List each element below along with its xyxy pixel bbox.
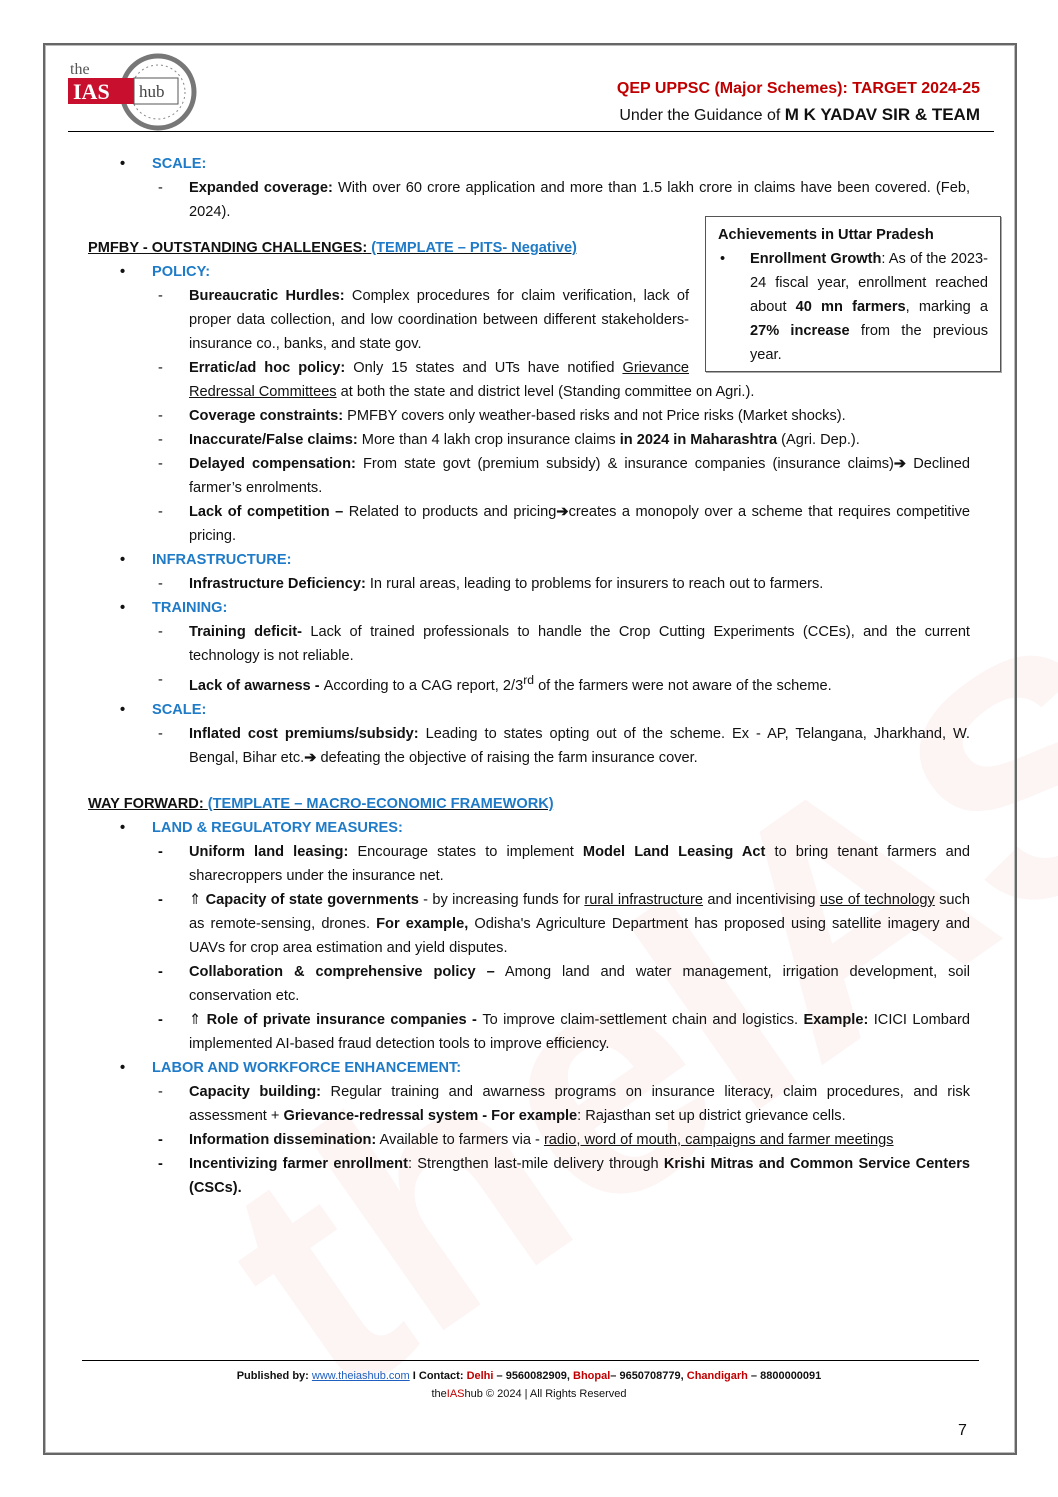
text-run: From state govt (premium subsidy) & insurance companies (insurance claims): [355, 456, 894, 472]
sub-point: [88, 284, 970, 356]
text-run: Only 15 states and UTs have notified: [345, 360, 623, 376]
sub-point: [88, 1080, 970, 1128]
text-run: For example,: [376, 915, 469, 932]
sub-point: [88, 404, 970, 428]
delhi-label: Delhi: [466, 1370, 494, 1382]
section-heading: [88, 792, 970, 816]
text-run: In rural areas, leading to problems for insurers to reach out to farmers.: [365, 576, 824, 592]
contact-label: I Contact:: [409, 1370, 467, 1382]
text-run: LAND & REGULATORY MEASURES:: [152, 819, 403, 836]
text-run: defeating the objective of raising the farm insurance cover.: [316, 749, 698, 766]
category-bullet: [88, 816, 970, 840]
dash-marker: -: [158, 408, 163, 424]
text-run: Erratic/ad hoc policy:: [189, 360, 346, 376]
text-run: Training deficit-: [189, 624, 302, 640]
text-run: (Agri. Dep.).: [777, 432, 860, 448]
text-run: SCALE:: [152, 156, 207, 172]
text-run: ➔: [304, 749, 317, 766]
dash-marker: -: [158, 1155, 163, 1172]
text-run: Among land and water management, irrigation development, soil conservation etc.: [189, 963, 970, 1004]
text-run: to bring tenant farmers and sharecroppers under the insurance net.: [189, 843, 970, 884]
text-run: Related to products and pricing: [348, 504, 557, 520]
sub-point: [88, 572, 970, 596]
copy-b: IAS: [446, 1388, 465, 1400]
category-bullet: [88, 1056, 970, 1080]
sub-point: [88, 452, 970, 500]
text-run: Odisha's Agriculture Department has proposed using satellite imagery and UAVs for crop area estimation and yield disputes.: [189, 915, 970, 956]
text-run: LABOR AND WORKFORCE ENHANCEMENT:: [152, 1059, 462, 1076]
text-run: ⇑: [189, 1011, 207, 1028]
text-run: Expanded coverage:: [189, 180, 333, 196]
dash-marker: -: [158, 456, 163, 472]
text-run: Lack of trained professionals to handle the Crop Cutting Experiments (CCEs), and the current technology is not reliable.: [189, 624, 970, 664]
text-run: More than 4 lakh crop insurance claims: [357, 432, 620, 448]
dash-marker: -: [158, 504, 163, 520]
iashub-logo: [68, 52, 198, 132]
guidance-line: [619, 105, 980, 125]
guidance-prefix: Under the Guidance of: [619, 107, 785, 124]
text-run: - by increasing funds for: [418, 891, 585, 908]
document-title: QEP UPPSC (Major Schemes): TARGET 2024-25: [616, 80, 980, 97]
text-run: Grievance-redressal system - For example: [283, 1107, 578, 1124]
template-link: (TEMPLATE – PITS- Negative): [371, 240, 577, 256]
sub-point: [88, 356, 970, 404]
text-run: : As of the 2023-24 fiscal year, enrollment reached about: [750, 251, 988, 315]
text-run: To improve claim-settlement chain and logistics.: [482, 1011, 804, 1028]
sub-point: [88, 428, 970, 452]
text-run: 40 mn farmers: [795, 299, 906, 315]
sub-point: [88, 176, 970, 224]
page-number: 7: [958, 1422, 967, 1439]
text-run: rural infrastructure: [584, 891, 704, 908]
sub-point: [88, 1152, 970, 1200]
dash-marker: -: [158, 725, 163, 742]
sub-point: [88, 840, 970, 888]
text-run: Infrastructure Deficiency:: [189, 576, 366, 592]
sub-point: [88, 668, 970, 698]
sub-point: [88, 960, 970, 1008]
text-run: : Strengthen last-mile delivery through: [407, 1155, 664, 1172]
dash-marker: -: [158, 891, 163, 908]
sub-point: [88, 722, 970, 770]
text-run: Role of private insurance companies -: [206, 1011, 483, 1028]
svg-text:hub: hub: [139, 82, 165, 101]
text-run: PMFBY covers only weather-based risks and not Price risks (Market shocks).: [343, 408, 846, 424]
text-run: radio, word of mouth, campaigns and farmer meetings: [543, 1131, 894, 1148]
chandigarh-label: Chandigarh: [686, 1370, 748, 1382]
text-run: Capacity of state governments: [205, 891, 419, 908]
svg-text:IAS: IAS: [73, 79, 110, 104]
published-label: Published by:: [236, 1370, 312, 1382]
header-divider: [68, 131, 994, 132]
text-run: : Rajasthan set up district grievance cells.: [577, 1107, 846, 1124]
category-bullet: [88, 698, 970, 722]
text-run: Coverage constraints:: [189, 408, 344, 424]
category-bullet: [88, 548, 970, 572]
text-run: in 2024 in Maharashtra: [619, 432, 778, 448]
text-run: of the farmers were not aware of the scheme.: [534, 677, 832, 694]
guidance-name: M K YADAV SIR & TEAM: [784, 105, 980, 124]
dash-marker: -: [158, 672, 163, 688]
text-run: Collaboration & comprehensive policy –: [189, 963, 495, 980]
text-run: WAY FORWARD:: [88, 795, 208, 812]
dash-marker: -: [158, 963, 163, 980]
text-run: Inflated cost premiums/subsidy:: [189, 725, 419, 742]
text-run: use of technology: [819, 891, 935, 908]
text-run: Example:: [803, 1011, 869, 1028]
text-run: Enrollment Growth: [750, 251, 882, 267]
dash-marker: -: [158, 360, 163, 376]
text-run: Uniform land leasing:: [189, 843, 349, 860]
text-run: ⇑: [189, 891, 206, 908]
text-run: Bureaucratic Hurdles:: [189, 288, 345, 304]
text-run: With over 60 crore application and more than 1.5 lakh crore in claims have been covered. (Feb, 2024).: [189, 180, 970, 220]
text-run: SCALE:: [152, 701, 207, 718]
text-run: Incentivizing farmer enrollment: [189, 1155, 408, 1172]
dash-marker: -: [158, 624, 163, 640]
category-bullet: [88, 596, 970, 620]
text-run: Encourage states to implement: [348, 843, 583, 860]
text-run: Inaccurate/False claims:: [189, 432, 358, 448]
sub-point: [88, 620, 970, 668]
text-run: Leading to states opting out of the scheme. Ex - AP, Telangana, Jharkhand, W. Bengal, Bihar etc.: [189, 725, 970, 766]
copy-a: the: [431, 1388, 447, 1400]
sub-point: [88, 1128, 970, 1152]
bhopal-label: Bhopal: [573, 1370, 611, 1382]
text-run: Information dissemination:: [189, 1131, 377, 1148]
text-run: Grievance Redressal Committees: [189, 360, 689, 400]
text-run: Lack of awarness -: [189, 677, 324, 694]
text-run: According to a CAG report, 2/3: [323, 677, 524, 694]
text-run: ➔: [893, 456, 907, 472]
text-run: POLICY:: [152, 264, 211, 280]
sub-point: [88, 500, 970, 548]
website-link[interactable]: www.theiashub.com: [311, 1370, 410, 1382]
category-bullet: [88, 260, 970, 284]
box-title: Achievements in Uttar Pradesh: [718, 227, 934, 243]
text-run: Complex procedures for claim verification, lack of proper data collection, and low coordination between different stakeholders-insurance co., banks, and state gov.: [189, 288, 689, 352]
text-run: PMFBY - OUTSTANDING CHALLENGES: [88, 240, 363, 256]
text-run: , marking a: [905, 299, 989, 315]
chandigarh-number: – 8800000091: [747, 1370, 822, 1382]
dash-marker: -: [158, 576, 163, 592]
delhi-number: – 9560082909,: [493, 1370, 573, 1382]
dash-marker: -: [158, 843, 163, 860]
text-run: ICICI Lombard implemented AI-based fraud detection tools to improve efficiency.: [189, 1011, 970, 1052]
svg-text:the: the: [70, 61, 90, 78]
text-run: Delayed compensation:: [189, 456, 356, 472]
bhopal-number: – 9650708779,: [610, 1370, 687, 1382]
dash-marker: -: [158, 1083, 163, 1100]
text-run: such as remote-sensing, drones.: [189, 891, 970, 932]
text-run: ➔: [556, 504, 569, 520]
dash-marker: -: [158, 432, 163, 448]
text-run: Available to farmers via -: [376, 1131, 544, 1148]
dash-marker: -: [158, 1011, 163, 1028]
copy-c: hub © 2024 | All Rights Reserved: [464, 1388, 627, 1400]
dash-marker: -: [158, 288, 163, 304]
text-run: :: [362, 240, 372, 256]
text-run: TRAINING:: [152, 600, 228, 616]
text-run: Regular training and awarness programs on insurance literacy, claim procedures, and risk assessment +: [189, 1083, 971, 1124]
text-run: INFRASTRUCTURE:: [152, 552, 292, 568]
sub-point: [88, 888, 970, 960]
sub-point: [88, 1008, 970, 1056]
dash-marker: -: [158, 180, 163, 196]
text-run: 27% increase: [750, 323, 850, 339]
document-body: [88, 152, 989, 1200]
dash-marker: -: [158, 1131, 163, 1148]
copyright: [0, 1388, 1058, 1400]
category-bullet: [88, 152, 970, 176]
text-run: Declined farmer’s enrolments.: [189, 456, 970, 496]
footer-divider: [82, 1360, 979, 1361]
text-run: Model Land Leasing Act: [582, 843, 766, 860]
template-link: (TEMPLATE – MACRO-ECONOMIC FRAMEWORK): [207, 795, 554, 812]
text-run: and incentivising: [703, 891, 820, 908]
text-run: Krishi Mitras and Common Service Centers (CSCs).: [189, 1155, 970, 1196]
text-run: at both the state and district level (Standing committee on Agri.).: [336, 384, 755, 400]
text-run: Lack of competition –: [189, 504, 349, 520]
text-run: creates a monopoly over a scheme that requires competitive pricing.: [189, 504, 970, 544]
text-run: Capacity building:: [189, 1083, 321, 1100]
text-run: rd: [523, 673, 535, 687]
footer-contact: [0, 1370, 1058, 1382]
text-run: from the previous year.: [750, 323, 988, 363]
